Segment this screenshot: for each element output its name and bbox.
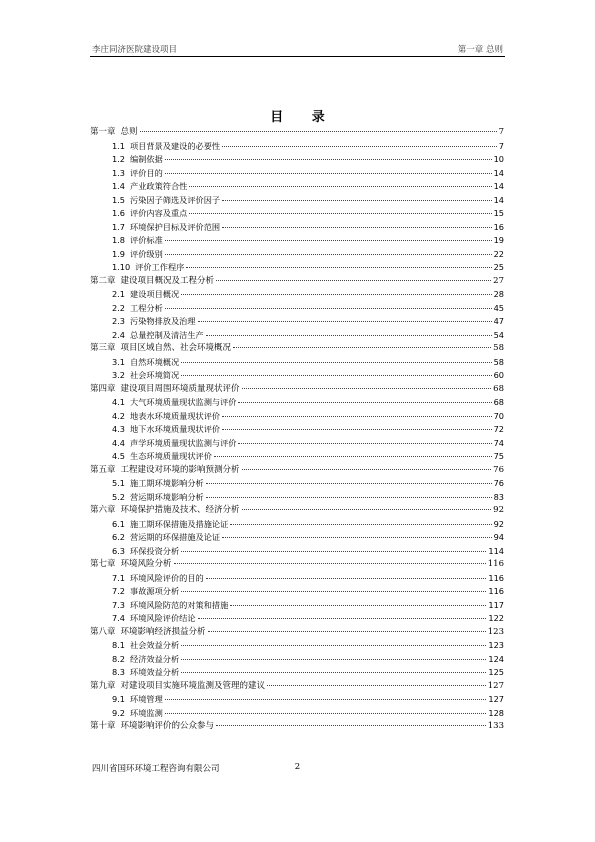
toc-entry-number: 第一章	[90, 127, 116, 137]
toc-dot-leader	[216, 725, 486, 726]
toc-entry-title: 项目区域自然、社会环境概况	[120, 343, 232, 353]
toc-dot-leader	[181, 659, 486, 660]
toc-entry-title: 环境效益分析	[130, 667, 180, 677]
toc-entry-page: 14	[493, 181, 504, 191]
toc-entry-page: 68	[493, 397, 504, 407]
toc-entry-title: 社会效益分析	[130, 640, 180, 650]
toc-entry-number: 1.4	[112, 181, 126, 191]
toc-chapter-entry[interactable]	[90, 464, 504, 478]
toc-entry-number: 7.4	[112, 613, 126, 623]
toc-entry-number: 6.3	[112, 545, 126, 556]
toc-section-entry[interactable]	[90, 612, 504, 626]
toc-entry-number: 7.2	[112, 586, 126, 596]
toc-dot-leader	[222, 537, 491, 538]
toc-chapter-entry[interactable]	[90, 626, 504, 640]
toc-entry-title: 建设项目概况及工程分析	[120, 275, 215, 286]
toc-section-entry[interactable]	[90, 207, 504, 221]
toc-entry-page: 22	[493, 248, 504, 259]
toc-entry-number: 2.2	[112, 302, 126, 313]
toc-entry-title: 环境风险评价的目的	[130, 572, 204, 583]
toc-entry-title: 污染因子筛选及评价因子	[130, 194, 221, 205]
toc-section-entry[interactable]	[90, 666, 504, 680]
toc-entry-page: 19	[493, 235, 504, 245]
toc-entry-title: 评价目的	[130, 167, 163, 178]
toc-entry-title: 声学环境质量现状监测与评价	[130, 437, 237, 448]
toc-section-entry[interactable]	[90, 693, 504, 707]
toc-entry-number: 2.1	[112, 289, 126, 299]
toc-entry-number: 7.1	[112, 572, 126, 583]
toc-entry-title: 施工期环境影响分析	[130, 478, 204, 488]
toc-dot-leader	[230, 524, 491, 525]
toc-chapter-entry[interactable]	[90, 342, 504, 356]
toc-dot-leader	[165, 308, 492, 309]
toc-entry-number: 第六章	[90, 505, 116, 515]
toc-section-entry[interactable]	[90, 653, 504, 667]
toc-dot-leader	[181, 551, 486, 552]
page-title: 目 录	[270, 110, 337, 125]
toc-entry-title: 环境管理	[130, 694, 163, 704]
toc-chapter-entry[interactable]	[90, 126, 504, 140]
toc-section-entry[interactable]	[90, 707, 504, 721]
header-chapter: 第一章 总则	[457, 45, 503, 55]
toc-entry-title: 污染物排放及治理	[130, 316, 196, 326]
toc-chapter-entry[interactable]	[90, 720, 504, 734]
toc-section-entry[interactable]	[90, 369, 504, 383]
toc-dot-leader	[206, 497, 492, 498]
toc-entry-page: 125	[488, 667, 504, 677]
toc-section-entry[interactable]	[90, 477, 504, 491]
toc-entry-title: 施工期环保措施及措施论证	[130, 518, 229, 529]
toc-dot-leader	[242, 388, 492, 389]
toc-dot-leader	[174, 563, 486, 564]
toc-entry-page: 75	[493, 451, 504, 461]
toc-entry-title: 环境保护措施及技术、经济分析	[120, 505, 240, 515]
toc-entry-number: 2.4	[112, 329, 126, 340]
toc-entry-title: 环境影响评价的公众参与	[120, 721, 215, 731]
header-project-name: 李庄同济医院建设项目	[92, 45, 178, 55]
toc-entry-number: 4.2	[112, 410, 126, 421]
page-header	[90, 40, 505, 57]
toc-dot-leader	[238, 402, 491, 403]
toc-entry-title: 工程分析	[130, 302, 163, 313]
toc-entry-page: 15	[493, 208, 504, 218]
toc-dot-leader	[140, 131, 497, 132]
toc-section-entry[interactable]	[90, 410, 504, 424]
toc-dot-leader	[189, 186, 491, 187]
toc-entry-number: 6.2	[112, 532, 126, 542]
toc-dot-leader	[222, 200, 491, 201]
table-of-contents	[90, 126, 504, 734]
toc-entry-page: 122	[488, 613, 504, 623]
toc-dot-leader	[222, 416, 491, 417]
toc-entry-title: 环保投资分析	[130, 545, 180, 556]
toc-section-entry[interactable]	[90, 288, 504, 302]
toc-entry-number: 1.9	[112, 248, 126, 259]
toc-entry-number: 9.2	[112, 707, 126, 718]
toc-entry-title: 地表水环境质量现状评价	[130, 410, 221, 421]
toc-entry-page: 14	[493, 167, 504, 178]
toc-entry-title: 地下水环境质量现状评价	[130, 424, 221, 434]
toc-entry-title: 生态环境质量现状评价	[130, 451, 212, 461]
toc-entry-title: 评价工作程序	[135, 262, 185, 272]
toc-entry-title: 社会环境简况	[130, 370, 180, 380]
toc-section-entry[interactable]	[90, 315, 504, 329]
toc-entry-page: 114	[488, 545, 504, 556]
toc-section-entry[interactable]	[90, 180, 504, 194]
toc-entry-page: 92	[493, 505, 504, 515]
toc-entry-page: 124	[488, 653, 504, 664]
toc-entry-page: 28	[493, 289, 504, 299]
toc-dot-leader	[230, 605, 486, 606]
toc-entry-title: 环境监测	[130, 707, 163, 718]
toc-section-entry[interactable]	[90, 261, 504, 275]
toc-entry-page: 127	[487, 680, 504, 691]
toc-entry-title: 环境风险分析	[120, 559, 172, 569]
toc-entry-title: 对建设项目实施环境监测及管理的建议	[120, 680, 266, 691]
toc-section-entry[interactable]	[90, 329, 504, 343]
toc-entry-page: 116	[487, 559, 504, 569]
toc-section-entry[interactable]	[90, 545, 504, 559]
toc-section-entry[interactable]	[90, 221, 504, 235]
toc-entry-number: 1.5	[112, 194, 126, 205]
toc-entry-number: 第七章	[90, 559, 116, 569]
toc-entry-number: 1.6	[112, 208, 126, 218]
toc-entry-page: 54	[493, 329, 504, 340]
toc-entry-number: 8.3	[112, 667, 126, 677]
toc-entry-page: 83	[493, 491, 504, 502]
toc-entry-page: 58	[493, 343, 504, 353]
toc-dot-leader	[181, 672, 486, 673]
toc-dot-leader	[242, 509, 492, 510]
toc-dot-leader	[181, 591, 486, 592]
toc-entry-page: 116	[488, 586, 504, 596]
toc-entry-number: 1.3	[112, 167, 126, 178]
toc-section-entry[interactable]	[90, 396, 504, 410]
toc-entry-page: 7	[498, 140, 504, 151]
toc-entry-page: 60	[493, 370, 504, 380]
toc-entry-page: 45	[493, 302, 504, 313]
toc-dot-leader	[181, 362, 491, 363]
toc-entry-page: 127	[488, 694, 504, 704]
toc-entry-page: 27	[493, 275, 504, 286]
toc-entry-title: 建设项目概况	[130, 289, 180, 299]
toc-section-entry[interactable]	[90, 518, 504, 532]
toc-chapter-entry[interactable]	[90, 504, 504, 518]
toc-entry-title: 环境保护目标及评价范围	[130, 221, 221, 232]
toc-dot-leader	[181, 375, 491, 376]
toc-entry-number: 4.5	[112, 451, 126, 461]
toc-entry-number: 第九章	[90, 680, 116, 691]
footer-company: 四川省国环环境工程咨询有限公司	[92, 764, 220, 774]
toc-entry-title: 项目背景及建设的必要性	[130, 140, 221, 151]
toc-section-entry[interactable]	[90, 572, 504, 586]
toc-entry-title: 环境风险评价结论	[130, 613, 196, 623]
toc-entry-title: 环境影响经济损益分析	[120, 626, 206, 637]
toc-section-entry[interactable]	[90, 437, 504, 451]
toc-dot-leader	[208, 631, 486, 632]
toc-entry-number: 8.1	[112, 640, 126, 650]
toc-chapter-entry[interactable]	[90, 680, 504, 694]
toc-entry-number: 7.3	[112, 599, 126, 610]
toc-entry-page: 94	[493, 532, 504, 542]
toc-entry-title: 评价标准	[130, 235, 163, 245]
toc-entry-number: 1.7	[112, 221, 126, 232]
toc-entry-number: 4.1	[112, 397, 126, 407]
toc-section-entry[interactable]	[90, 423, 504, 437]
toc-dot-leader	[267, 685, 486, 686]
toc-entry-number: 9.1	[112, 694, 126, 704]
toc-section-entry[interactable]	[90, 639, 504, 653]
toc-section-entry[interactable]	[90, 585, 504, 599]
toc-section-entry[interactable]	[90, 491, 504, 505]
toc-entry-page: 76	[493, 464, 504, 475]
toc-entry-page: 123	[488, 640, 504, 650]
footer-page-number: 2	[294, 762, 301, 772]
toc-dot-leader	[165, 713, 487, 714]
toc-dot-leader	[181, 645, 486, 646]
toc-entry-number: 第五章	[90, 464, 116, 475]
toc-entry-title: 评价级别	[130, 248, 163, 259]
toc-entry-number: 8.2	[112, 653, 126, 664]
toc-entry-number: 5.1	[112, 478, 126, 488]
toc-entry-number: 第八章	[90, 626, 116, 637]
toc-entry-number: 5.2	[112, 491, 126, 502]
toc-dot-leader	[214, 456, 492, 457]
toc-dot-leader	[233, 347, 491, 348]
toc-entry-title: 建设项目周围环境质量现状评价	[120, 383, 240, 394]
toc-entry-number: 3.2	[112, 370, 126, 380]
toc-section-entry[interactable]	[90, 356, 504, 370]
toc-entry-number: 1.2	[112, 154, 126, 164]
toc-section-entry[interactable]	[90, 153, 504, 167]
toc-entry-number: 4.4	[112, 437, 126, 448]
toc-dot-leader	[222, 429, 491, 430]
toc-entry-title: 环境风险防范的对策和措施	[130, 599, 229, 610]
toc-entry-title: 事故源项分析	[130, 586, 180, 596]
toc-dot-leader	[165, 254, 492, 255]
toc-dot-leader	[165, 240, 492, 241]
toc-dot-leader	[206, 335, 492, 336]
toc-entry-page: 14	[493, 194, 504, 205]
toc-dot-leader	[206, 578, 487, 579]
toc-section-entry[interactable]	[90, 167, 504, 181]
toc-dot-leader	[206, 483, 492, 484]
toc-entry-number: 3.1	[112, 356, 126, 367]
toc-entry-title: 营运期的环保措施及论证	[130, 532, 221, 542]
toc-entry-page: 76	[493, 478, 504, 488]
toc-section-entry[interactable]	[90, 302, 504, 316]
toc-entry-title: 产业政策符合性	[130, 181, 188, 191]
toc-section-entry[interactable]	[90, 599, 504, 613]
toc-entry-page: 47	[493, 316, 504, 326]
toc-entry-number: 第三章	[90, 343, 116, 353]
toc-entry-title: 总则	[120, 127, 138, 137]
toc-entry-page: 70	[493, 410, 504, 421]
toc-entry-page: 58	[493, 356, 504, 367]
toc-dot-leader	[242, 469, 492, 470]
toc-entry-number: 第四章	[90, 383, 116, 394]
toc-entry-page: 116	[488, 572, 504, 583]
toc-section-entry[interactable]	[90, 234, 504, 248]
toc-dot-leader	[222, 227, 491, 228]
toc-entry-number: 1.8	[112, 235, 126, 245]
toc-section-entry[interactable]	[90, 450, 504, 464]
toc-section-entry[interactable]	[90, 194, 504, 208]
toc-entry-title: 营运期环境影响分析	[130, 491, 204, 502]
toc-entry-number: 4.3	[112, 424, 126, 434]
toc-entry-number: 第十章	[90, 721, 116, 731]
toc-section-entry[interactable]	[90, 531, 504, 545]
toc-dot-leader	[222, 146, 497, 147]
toc-dot-leader	[198, 321, 492, 322]
toc-entry-number: 6.1	[112, 518, 126, 529]
toc-entry-page: 72	[493, 424, 504, 434]
toc-entry-number: 1.1	[112, 140, 126, 151]
toc-entry-title: 总量控制及清洁生产	[130, 329, 204, 340]
toc-entry-page: 16	[493, 221, 504, 232]
toc-entry-number: 第二章	[90, 275, 116, 286]
toc-dot-leader	[198, 618, 487, 619]
toc-dot-leader	[189, 213, 491, 214]
toc-entry-title: 大气环境质量现状监测与评价	[130, 397, 237, 407]
toc-dot-leader	[165, 173, 492, 174]
toc-chapter-entry[interactable]	[90, 558, 504, 572]
toc-entry-page: 10	[493, 154, 504, 164]
toc-entry-title: 经济效益分析	[130, 653, 180, 664]
toc-dot-leader	[216, 280, 491, 281]
toc-dot-leader	[165, 699, 487, 700]
toc-entry-title: 编制依据	[130, 154, 163, 164]
toc-entry-page: 7	[498, 127, 504, 137]
toc-entry-number: 1.10	[112, 262, 131, 272]
toc-entry-title: 自然环境概况	[130, 356, 180, 367]
toc-entry-page: 68	[493, 383, 504, 394]
toc-chapter-entry[interactable]	[90, 383, 504, 397]
toc-entry-page: 117	[488, 599, 504, 610]
toc-entry-page: 74	[493, 437, 504, 448]
toc-entry-title: 评价内容及重点	[130, 208, 188, 218]
toc-dot-leader	[181, 294, 491, 295]
toc-dot-leader	[165, 159, 492, 160]
toc-entry-page: 128	[488, 707, 504, 718]
toc-chapter-entry[interactable]	[90, 275, 504, 289]
toc-entry-page: 25	[493, 262, 504, 272]
toc-dot-leader	[186, 267, 491, 268]
toc-entry-number: 2.3	[112, 316, 126, 326]
toc-entry-title: 工程建设对环境的影响预测分析	[120, 464, 240, 475]
toc-section-entry[interactable]	[90, 248, 504, 262]
toc-section-entry[interactable]	[90, 140, 504, 154]
toc-dot-leader	[238, 443, 491, 444]
toc-entry-page: 133	[487, 721, 504, 731]
toc-entry-page: 92	[493, 518, 504, 529]
toc-entry-page: 123	[487, 626, 504, 637]
